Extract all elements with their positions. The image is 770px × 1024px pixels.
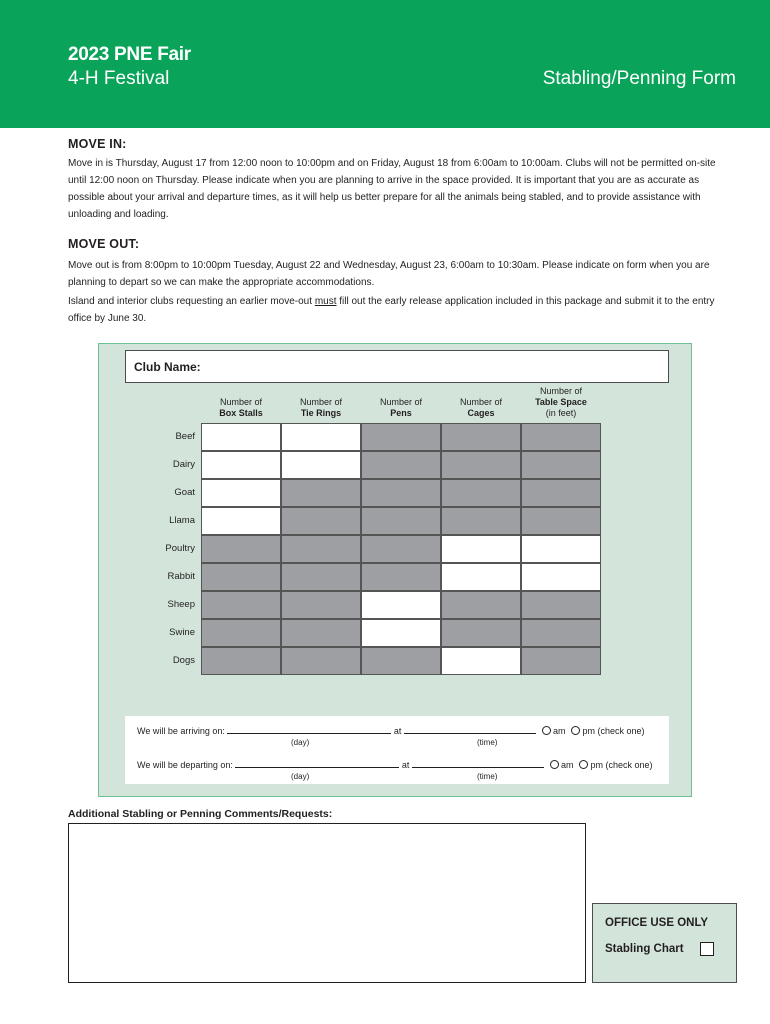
grid-input-cell[interactable]: [521, 535, 601, 563]
column-header: [361, 397, 441, 419]
row-label: Dogs: [172, 655, 195, 666]
grid-disabled-cell: [521, 647, 601, 675]
departing-am-radio[interactable]: [550, 760, 559, 769]
move-in-heading: MOVE IN:: [68, 137, 127, 151]
column-header: [441, 397, 521, 419]
grid-disabled-cell: [521, 423, 601, 451]
departing-time-input[interactable]: [412, 758, 544, 768]
early-release-post: fill out the early release application included in this package and submit it to the entry office by June 30.: [68, 296, 715, 324]
departing-pm-label: pm (check one): [590, 760, 653, 770]
grid-disabled-cell: [361, 507, 441, 535]
grid-disabled-cell: [441, 479, 521, 507]
grid-disabled-cell: [281, 563, 361, 591]
row-label: Poultry: [165, 543, 195, 554]
stabling-chart-checkbox[interactable]: [700, 942, 714, 956]
header-banner: [0, 0, 770, 128]
grid-disabled-cell: [201, 647, 281, 675]
row-label: Llama: [169, 515, 195, 526]
departing-day-input[interactable]: [235, 758, 399, 768]
column-header: [521, 386, 601, 419]
grid-disabled-cell: [281, 535, 361, 563]
grid-input-cell[interactable]: [441, 647, 521, 675]
grid-disabled-cell: [281, 507, 361, 535]
departing-at: at: [401, 760, 410, 770]
departing-day-hint: (day): [291, 772, 310, 781]
arriving-label: We will be arriving on:: [137, 726, 225, 736]
column-header-line1: Number of: [379, 397, 423, 407]
comments-textarea[interactable]: [68, 823, 586, 983]
arriving-time-hint: (time): [477, 738, 498, 747]
grid-disabled-cell: [441, 619, 521, 647]
departing-am-label: am: [560, 760, 574, 770]
club-name-field[interactable]: [125, 350, 669, 383]
arriving-day-input[interactable]: [227, 724, 391, 734]
grid-disabled-cell: [361, 647, 441, 675]
grid-input-cell[interactable]: [201, 451, 281, 479]
grid-disabled-cell: [201, 563, 281, 591]
early-release-pre: Island and interior clubs requesting an earlier move-out: [68, 296, 315, 307]
row-label: Goat: [174, 487, 195, 498]
office-use-box: [592, 903, 737, 983]
column-header-top: Number of: [539, 386, 583, 396]
grid-disabled-cell: [201, 619, 281, 647]
move-in-text: Move in is Thursday, August 17 from 12:00 noon to 10:00pm and on Friday, August 18 from 6:00am to 10:00am. Clubs will not be permitted on-site until 12:00 noon on Thursday. Please indicate when you are planning to arrive in the space provided. It is important that you are as accurate as possible about your arrival and departure times, as it will help us better prepare for all the animals being stabled, and to provide assistance with unloading and loading.: [68, 158, 716, 220]
grid-input-cell[interactable]: [361, 591, 441, 619]
grid-disabled-cell: [281, 591, 361, 619]
grid-disabled-cell: [361, 479, 441, 507]
column-header-name: Pens: [390, 408, 412, 418]
column-header-name: Tie Rings: [300, 408, 342, 418]
grid-disabled-cell: [521, 619, 601, 647]
column-header: [201, 397, 281, 419]
arriving-am-label: am: [552, 726, 566, 736]
stabling-form-panel: [98, 343, 692, 797]
festival-title: 4-H Festival: [68, 68, 170, 89]
grid-disabled-cell: [521, 591, 601, 619]
row-label: Sheep: [167, 599, 195, 610]
departing-time-hint: (time): [477, 772, 498, 781]
row-label: Rabbit: [167, 571, 195, 582]
grid-input-cell[interactable]: [521, 563, 601, 591]
arrival-departure-box: [125, 716, 669, 784]
column-header: [281, 397, 361, 419]
grid-disabled-cell: [521, 451, 601, 479]
arriving-pm-radio[interactable]: [571, 726, 580, 735]
early-release-emphasis: must: [314, 296, 337, 307]
grid-disabled-cell: [281, 647, 361, 675]
grid-disabled-cell: [281, 479, 361, 507]
column-header-unit: (in feet): [545, 408, 577, 418]
grid-input-cell[interactable]: [281, 451, 361, 479]
arriving-line: [137, 724, 644, 736]
grid-disabled-cell: [521, 479, 601, 507]
grid-disabled-cell: [441, 423, 521, 451]
arriving-at: at: [393, 726, 402, 736]
grid-disabled-cell: [201, 591, 281, 619]
grid-disabled-cell: [441, 451, 521, 479]
grid-disabled-cell: [361, 451, 441, 479]
grid-disabled-cell: [361, 423, 441, 451]
grid-disabled-cell: [521, 507, 601, 535]
grid-disabled-cell: [441, 507, 521, 535]
fair-title: 2023 PNE Fair: [68, 44, 191, 65]
column-header-name: Cages: [467, 408, 495, 418]
grid-disabled-cell: [361, 535, 441, 563]
stabling-chart-label: Stabling Chart: [605, 943, 684, 955]
move-out-text: Move out is from 8:00pm to 10:00pm Tuesday, August 22 and Wednesday, August 23, 6:00am to 10:30am. Please indicate on form when you are planning to depart so we can make the appropriate accommodations.: [68, 260, 710, 288]
column-header-name: Table Space: [535, 397, 587, 407]
arriving-pm-label: pm (check one): [582, 726, 645, 736]
club-name-label: Club Name:: [134, 360, 201, 374]
grid-input-cell[interactable]: [361, 619, 441, 647]
row-label: Beef: [175, 431, 195, 442]
form-title: Stabling/Penning Form: [542, 68, 736, 89]
grid-input-cell[interactable]: [201, 479, 281, 507]
departing-line: [137, 758, 653, 770]
departing-pm-radio[interactable]: [579, 760, 588, 769]
comments-heading: Additional Stabling or Penning Comments/Requests:: [68, 808, 333, 820]
grid-input-cell[interactable]: [441, 535, 521, 563]
column-header-line1: Number of: [219, 397, 263, 407]
departing-label: We will be departing on:: [137, 760, 233, 770]
grid-disabled-cell: [361, 563, 441, 591]
grid-input-cell[interactable]: [201, 423, 281, 451]
arriving-am-radio[interactable]: [542, 726, 551, 735]
arriving-time-input[interactable]: [404, 724, 536, 734]
column-header-name: Box Stalls: [219, 408, 263, 418]
grid-input-cell[interactable]: [441, 563, 521, 591]
column-header-line1: Number of: [459, 397, 503, 407]
grid-disabled-cell: [281, 619, 361, 647]
row-label: Dairy: [172, 459, 195, 470]
grid-input-cell[interactable]: [201, 507, 281, 535]
column-header-line1: Number of: [299, 397, 343, 407]
grid-disabled-cell: [441, 591, 521, 619]
office-use-title: OFFICE USE ONLY: [605, 917, 709, 929]
row-label: Swine: [169, 627, 195, 638]
grid-input-cell[interactable]: [281, 423, 361, 451]
grid-disabled-cell: [201, 535, 281, 563]
arriving-day-hint: (day): [291, 738, 310, 747]
move-out-heading: MOVE OUT:: [68, 237, 140, 251]
early-release-text: [68, 293, 718, 327]
